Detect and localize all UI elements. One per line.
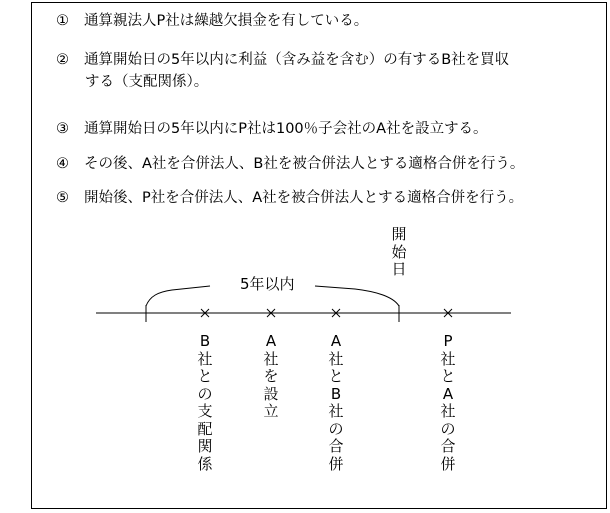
range-label: 5年以内: [240, 275, 295, 293]
event-label-1: B社との支配関係: [197, 332, 213, 473]
item-text: 開始後、P社を合併法人、A社を被合併法人とする適格合併を行う。: [84, 190, 524, 206]
item-number: ②: [56, 52, 69, 68]
event-label-2: A社を設立: [263, 332, 279, 420]
item-text-continuation: する（支配関係）。: [85, 74, 209, 90]
item-number: ⑤: [56, 190, 69, 206]
item-text: 通算親法人P社は繰越欠損金を有している。: [84, 13, 369, 29]
item-number: ①: [56, 13, 69, 29]
event-label-3: A社とB社の合併: [328, 332, 344, 473]
item-text: その後、A社を合併法人、B社を被合併法人とする適格合併を行う。: [84, 156, 525, 172]
item-text: 通算開始日の5年以内にP社は100％子会社のA社を設立する。: [84, 121, 488, 137]
item-text: 通算開始日の5年以内に利益（含み益を含む）の有するB社を買収: [84, 52, 510, 68]
item-number: ④: [56, 156, 69, 172]
range-brace-left: [146, 286, 210, 306]
commencement-date-label: 開始日: [391, 225, 407, 278]
range-brace-right: [315, 286, 399, 306]
item-number: ③: [56, 121, 69, 137]
event-label-4: P社とA社の合併: [440, 332, 456, 473]
